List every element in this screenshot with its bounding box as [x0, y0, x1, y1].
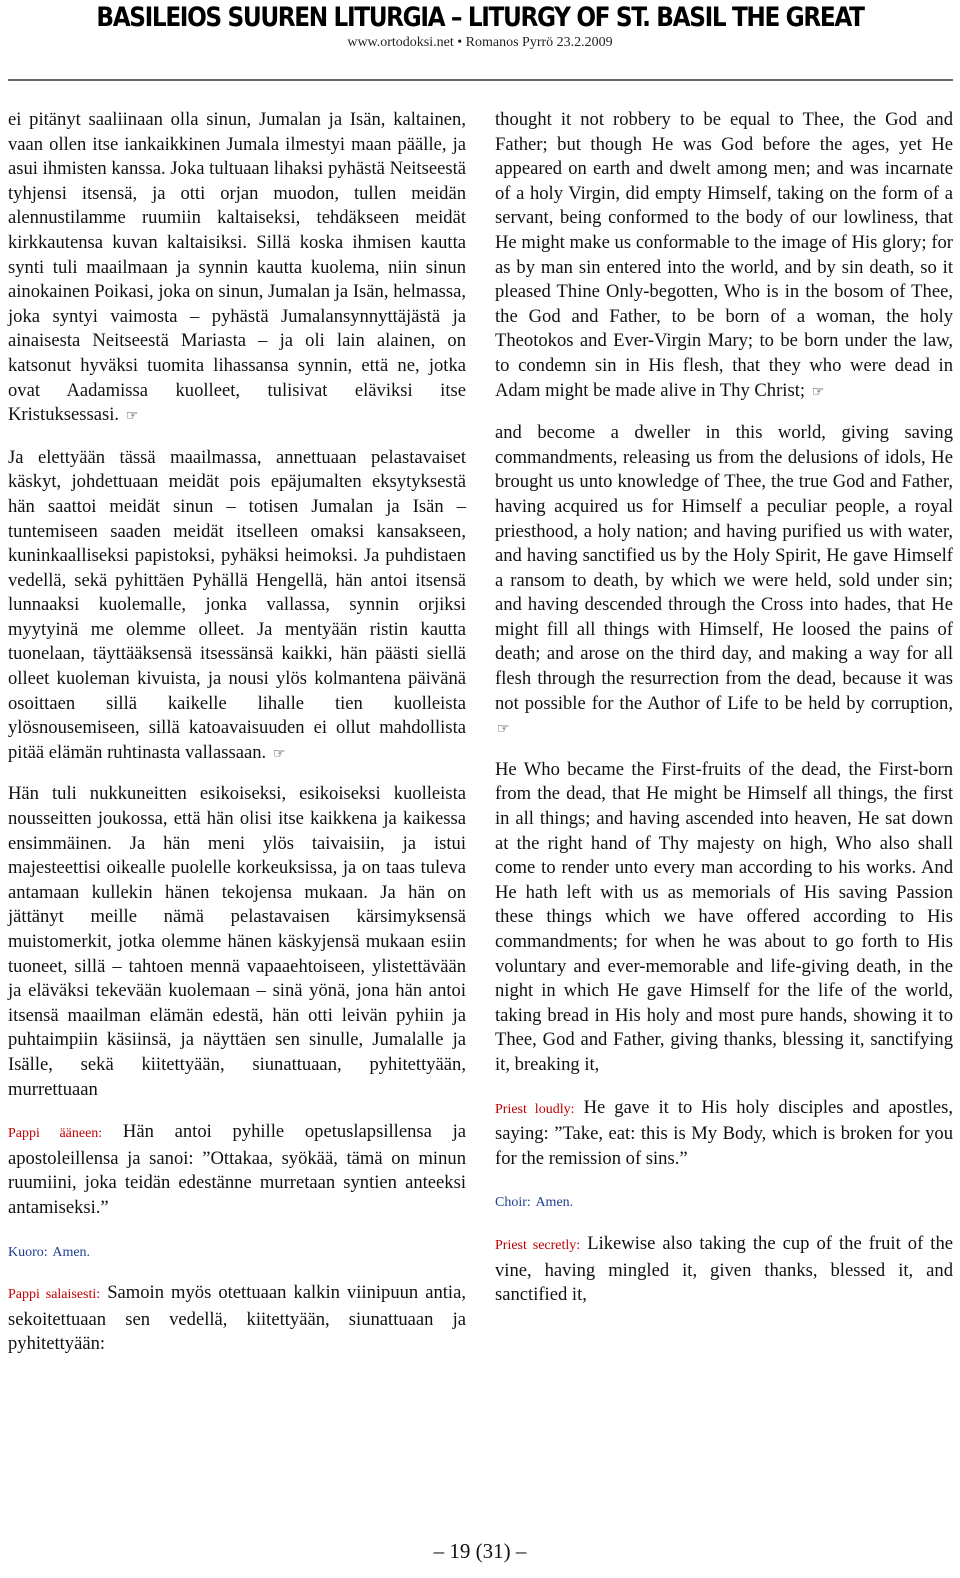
rubric-label: Priest loudly:: [495, 1101, 575, 1117]
pointing-hand-icon: ☞: [811, 383, 825, 400]
en-priest-loudly: [495, 1096, 953, 1172]
document-subtitle: www.ortodoksi.net • Romanos Pyrrö 23.2.2009: [347, 35, 613, 50]
fi-priest-aloud-text: Hän antoi pyhille opetuslapsillensa ja apostoleillensa ja sanoi: ”Ottakaa, syökää, tämä on minun ruumiini, joka teidän edestänne murretaan syntien anteeksi antamiseksi.”: [8, 1121, 467, 1218]
en-priest-secretly: [495, 1232, 953, 1308]
rubric-label: Priest secretly:: [495, 1237, 581, 1253]
fi-paragraph-3: Hän tuli nukkuneitten esikoiseksi, esikoiseksi kuolleista nousseitten joukossa, että hän olisi itse kaikkena ja kaikessa ensimmäinen. Ja hän meni ylös taivaisiin, ja istui majesteettisi oikealle puolelle korkeuksissa, ja on taas tuleva antamaan kullekin hänen tekojensa mukaan. Ja hän on jättänyt meille nämä pelastavaisen kärsimyksensä muistomerkit, jotka olemme hänen käskyjensä mukaan esiin tuoneet, sillä – tahtoen mennä vapaaehtoiseen, ylistettävään ja eläväksi tekevään kuolemaan – sinä yönä, jona hän antoi itsensä maailman elämän edestä, hän otti leivän pyhiin ja puhtaimpiin käsiinsä, ja näyttäen sen sinulle, Jumalalle ja Isälle, sekä kiitettyään, siunattuaan, pyhitettyään, murrettuaan: [8, 783, 466, 1100]
pointing-hand-icon: ☞: [272, 745, 286, 762]
rubric-label: Kuoro:: [8, 1244, 48, 1260]
pointing-hand-icon: ☞: [125, 408, 139, 425]
document-title: BASILEIOS SUUREN LITURGIA – LITURGY OF ST. BASIL THE GREAT: [96, 2, 864, 33]
fi-paragraph-2-text: Ja elettyään tässä maailmassa, annettuaan pelastavaiset käskyt, johdettuaan meidät pois epäjumalten eksytyksestä hän saattoi meidät sinun – totisen Jumalan ja Isän – tuntemiseen saaden meidät itselleen omaksi kansakseen, kuninkaalliseksi papistoksi, pyhäksi heimoksi. Ja puhdistaen vedellä, sekä pyhittäen Pyhällä Hengellä, hän antoi itsensä lunnaaksi kuolemalle, jonka vallassa, synnin orjiksi myytyinä me olemme olleet. Ja mentyään ristin kautta tuonelaan, täyttääksensä itsessänsä kaikki, hän päästi siellä olleet kuoleman kivuista, ja nousi ylös kolmantena päivänä osoittaen sillä kaikelle lihalle tien kuolleista ylösnousemiseen, sillä katoavaisuuden ei ollut mahdollista pitää elämän ruhtinasta vallassaan.: [8, 446, 466, 763]
fi-priest-aloud: [8, 1120, 466, 1220]
fi-priest-secretly: [8, 1281, 466, 1357]
en-priest-loudly-text: He gave it to His holy disciples and apostles, saying: ”Take, eat: this is My Body, which is broken for you for the remission of sins.”: [495, 1096, 954, 1169]
fi-priest-secretly-text: Samoin myös otettuaan kalkin viinipuun antia, sekoitettuaan sen vedellä, kiitettyään, siunattuaan ja pyhitettyään:: [8, 1282, 467, 1355]
en-paragraph-2: [495, 421, 953, 742]
rubric-label: Choir:: [495, 1195, 531, 1211]
pointing-hand-icon: ☞: [497, 721, 510, 738]
english-column: [495, 108, 953, 1308]
rubric-label: Pappi salaisesti:: [8, 1287, 101, 1303]
en-paragraph-1: [495, 108, 953, 404]
finnish-column: [8, 108, 466, 1357]
en-choir: [495, 1189, 953, 1216]
en-paragraph-1-text: thought it not robbery to be equal to Thee, the God and Father; but though He was God before the ages, yet He appeared on earth and dwelt among men; and was incarnate of a holy Virgin, did empty Himself, taking on the form of a servant, being conformed to the body of our lowliness, that He might make us conformable to the image of His glory; for as by man sin entered into the world, and by sin death, so it pleased Thine Only-begotten, Who is in the bosom of Thee, the God and Father, to be born of a woman, the holy Theotokos and Ever-Virgin Mary; to be born under the law, to condemn sin in His flesh, that they who were dead in Adam might be made alive in Thy Christ;: [495, 109, 953, 401]
fi-paragraph-1: [8, 108, 466, 429]
en-priest-secretly-text: Likewise also taking the cup of the fruit of the vine, having mingled it, given thanks, blessed it, and sanctified it,: [495, 1232, 953, 1306]
fi-choir: [8, 1239, 466, 1266]
page-number: – 19 (31) –: [433, 1539, 527, 1563]
en-paragraph-3: He Who became the First-fruits of the dead, the First-born from the dead, that He might be Himself all things, the first in all things; and having ascended into heaven, He sat down at the right hand of Thy majesty on high, Who also shall come to render unto every man according to his works. And He hath left with us as memorials of His saving Passion these things which we have offered according to His commandments; for when he was about to go forth to His voluntary and ever-memorable and life-giving death, in the night in which He gave Himself for the life of the world, taking bread in His holy and most pure hands, showing it to Thee, God and Father, giving thanks, blessing it, sanctifying it, breaking it,: [495, 758, 953, 1075]
rubric-label: Pappi ääneen:: [8, 1126, 103, 1142]
en-choir-text: Amen.: [535, 1195, 574, 1211]
fi-choir-text: Amen.: [52, 1244, 91, 1260]
en-paragraph-2-text: and become a dweller in this world, giving saving commandments, releasing us from the delusions of idols, He brought us unto knowledge of Thee, the true God and Father, having acquired us for Himself a peculiar people, a royal priesthood, a holy nation; and having purified us with water, and having sanctified us by the Holy Spirit, He gave Himself a ransom to death, by which we were held, sold under sin; and having descended through the Cross into hades, that He might fill all things with Himself, He loosed the pains of death; and arose on the third day, and making a way for all flesh through the resurrection from the dead, because it was not possible for the Author of Life to be held by corruption,: [495, 422, 953, 714]
header-divider: [8, 79, 953, 81]
fi-paragraph-2: [8, 446, 466, 767]
fi-paragraph-1-text: ei pitänyt saaliinaan olla sinun, Jumalan ja Isän, kaltainen, vaan ollen itse iankaikkinen Jumala ilmestyi maan päälle, ja asui ihmisten kanssa. Joka tultuaan lihaksi pyhästä Neitseestä tyhjensi itsensä, ja otti orjan muodon, tullen meidän alennustilamme ruumiin kaltaiseksi, tehdäkseen meidät kirkkautensa kuvan kaltaisiksi. Sillä koska ihmisen kautta synti tuli maailmaan ja synnin kautta kuolema, niin sinun ainokainen Poikasi, joka on sinun, Jumalan ja Isän, helmassa, joka syntyi vaimosta – pyhästä Jumalansynnyttäjästä ja ainaisesta Neitseestä Mariasta – ja oli lain alainen, on katsonut hyväksi tuomita lihassansa synnin, että ne, jotka ovat Aadamissa kuolleet, tulisivat eläviksi itse Kristuksessasi.: [8, 109, 466, 426]
